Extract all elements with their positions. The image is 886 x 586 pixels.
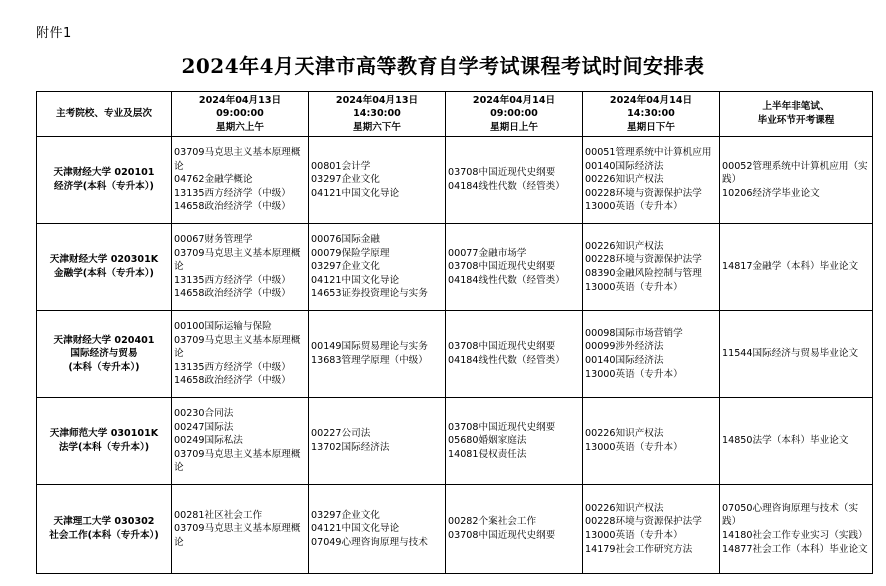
course-item: 13135西方经济学（中级） <box>174 361 291 373</box>
course-item: 14658政治经济学（中级） <box>174 201 291 213</box>
course-item: 00098国际市场营销学 <box>585 327 683 339</box>
institution-cell <box>37 398 172 485</box>
course-item: 07049心理咨询原理与技术 <box>311 536 428 548</box>
course-item: 10206经济学毕业论文 <box>722 187 820 199</box>
course-item: 00228环境与资源保护法学 <box>585 516 702 528</box>
course-cell <box>309 485 446 574</box>
institution-line: 法学(本科（专升本）) <box>58 442 150 453</box>
course-cell <box>720 485 873 574</box>
institution-line: 国际经济与贸易 <box>70 348 138 360</box>
page-title: 2024年4月天津市高等教育自学考试课程考试时间安排表 <box>181 54 705 78</box>
course-item: 04121中国文化导论 <box>311 523 400 535</box>
institution-line: 天津师范大学 030101K <box>49 428 159 440</box>
course-item: 03297企业文化 <box>311 509 380 521</box>
course-item: 00226知识产权法 <box>585 428 664 440</box>
course-item: 14180社会工作专业实习（实践） <box>722 530 868 541</box>
course-item: 00099涉外经济法 <box>585 341 664 353</box>
course-item: 00281社区社会工作 <box>174 509 263 521</box>
institution-line: 社会工作(本科（专升本）) <box>49 530 159 541</box>
course-item: 03297企业文化 <box>311 261 380 273</box>
course-item: 04184线性代数（经管类） <box>448 274 565 286</box>
course-cell <box>583 224 720 311</box>
header-sun-am: 2024年04月14日 09:00:00 星期日上午 <box>446 92 583 137</box>
institution-cell <box>37 311 172 398</box>
table-row <box>37 485 873 574</box>
course-item: 14081侵权责任法 <box>448 448 527 460</box>
course-item: 03708中国近现代史纲要 <box>448 167 556 179</box>
course-cell <box>309 224 446 311</box>
course-item: 00052管理系统中计算机应用（实践） <box>722 160 868 186</box>
course-cell <box>309 311 446 398</box>
course-item: 08390金融风险控制与管理 <box>585 268 702 279</box>
course-item: 14658政治经济学（中级） <box>174 288 291 300</box>
course-cell <box>446 398 583 485</box>
institution-line: 天津财经大学 020301K <box>49 254 159 266</box>
course-cell <box>446 311 583 398</box>
course-item: 00067财务管理学 <box>174 234 253 246</box>
course-item: 14850法学（本科）毕业论文 <box>722 435 849 447</box>
institution-line: 经济学(本科（专升本）) <box>54 181 154 192</box>
course-item: 00228环境与资源保护法学 <box>585 254 702 266</box>
course-item: 03709马克思主义基本原理概论 <box>174 448 301 474</box>
course-item: 13000英语（专升本） <box>585 442 683 453</box>
course-item: 13000英语（专升本） <box>585 530 683 541</box>
institution-cell <box>37 137 172 224</box>
course-item: 00051管理系统中计算机应用 <box>585 147 712 159</box>
course-cell <box>720 311 873 398</box>
exam-schedule-table <box>36 91 873 574</box>
table-row <box>37 137 873 224</box>
course-item: 03709马克思主义基本原理概论 <box>174 247 301 273</box>
table-header-row <box>37 92 873 137</box>
course-cell <box>172 398 309 485</box>
course-cell <box>583 137 720 224</box>
course-cell <box>446 224 583 311</box>
course-item: 04184线性代数（经管类） <box>448 181 565 192</box>
course-item: 00140国际经济法 <box>585 160 664 172</box>
course-item: 13000英语（专升本） <box>585 368 683 380</box>
course-cell <box>172 224 309 311</box>
course-item: 04762金融学概论 <box>174 174 253 186</box>
header-sat-am: 2024年04月13日 09:00:00 星期六上午 <box>172 92 309 137</box>
course-cell <box>309 398 446 485</box>
course-item: 13702国际经济法 <box>311 442 390 453</box>
course-cell <box>446 485 583 574</box>
course-item: 00247国际法 <box>174 421 234 433</box>
course-item: 00230合同法 <box>174 408 234 420</box>
course-item: 00100国际运输与保险 <box>174 321 272 333</box>
course-item: 14877社会工作（本科）毕业论文 <box>722 543 868 555</box>
institution-line: 天津理工大学 030302 <box>53 516 155 528</box>
institution-line: 金融学(本科（专升本）) <box>54 268 154 279</box>
course-item: 03708中国近现代史纲要 <box>448 261 556 273</box>
course-item: 00801会计学 <box>311 160 371 172</box>
course-item: 00149国际贸易理论与实务 <box>311 341 428 353</box>
course-item: 14653证券投资理论与实务 <box>311 288 428 300</box>
course-item: 00226知识产权法 <box>585 240 664 252</box>
table-row <box>37 311 873 398</box>
course-item: 00077金融市场学 <box>448 247 527 259</box>
institution-line: 天津财经大学 020101 <box>53 167 155 179</box>
header-sat-pm: 2024年04月13日 14:30:00 星期六下午 <box>309 92 446 137</box>
course-item: 03297企业文化 <box>311 174 380 186</box>
course-item: 04121中国文化导论 <box>311 187 400 199</box>
header-sun-pm: 2024年04月14日 14:30:00 星期日下午 <box>583 92 720 137</box>
course-cell <box>720 398 873 485</box>
course-item: 03709马克思主义基本原理概论 <box>174 523 301 548</box>
institution-cell <box>37 485 172 574</box>
course-item: 04184线性代数（经管类） <box>448 355 565 366</box>
course-cell <box>172 137 309 224</box>
course-item: 13683管理学原理（中级） <box>311 355 428 366</box>
course-item: 00226知识产权法 <box>585 174 664 186</box>
institution-cell <box>37 224 172 311</box>
course-item: 11544国际经济与贸易毕业论文 <box>722 348 859 360</box>
course-item: 07050心理咨询原理与技术（实践） <box>722 502 859 528</box>
course-item: 13000英语（专升本） <box>585 281 683 293</box>
course-item: 03709马克思主义基本原理概论 <box>174 334 301 360</box>
course-item: 14658政治经济学（中级） <box>174 375 291 387</box>
course-item: 00140国际经济法 <box>585 355 664 366</box>
course-item: 05680婚姻家庭法 <box>448 435 527 447</box>
course-item: 04121中国文化导论 <box>311 274 400 286</box>
course-item: 03708中国近现代史纲要 <box>448 341 556 353</box>
course-cell <box>172 485 309 574</box>
course-cell <box>172 311 309 398</box>
attachment-label: 附件1 <box>36 26 72 41</box>
course-cell <box>583 398 720 485</box>
institution-line: 天津财经大学 020401 <box>53 334 155 346</box>
course-item: 03709马克思主义基本原理概论 <box>174 147 301 172</box>
header-non-written: 上半年非笔试、 毕业环节开考课程 <box>720 92 873 137</box>
course-item: 14179社会工作研究方法 <box>585 543 693 555</box>
course-item: 00282个案社会工作 <box>448 516 537 528</box>
table-row <box>37 224 873 311</box>
course-cell <box>309 137 446 224</box>
course-cell <box>583 485 720 574</box>
course-cell <box>446 137 583 224</box>
header-institution: 主考院校、专业及层次 <box>37 92 172 137</box>
course-item: 00227公司法 <box>311 428 371 440</box>
course-item: 03708中国近现代史纲要 <box>448 421 556 433</box>
course-cell <box>583 311 720 398</box>
course-item: 14817金融学（本科）毕业论文 <box>722 261 859 273</box>
table-row <box>37 398 873 485</box>
course-item: 03708中国近现代史纲要 <box>448 530 556 541</box>
course-item: 00076国际金融 <box>311 234 380 246</box>
course-item: 00228环境与资源保护法学 <box>585 187 702 199</box>
institution-line: (本科（专升本）) <box>68 361 140 373</box>
course-item: 13135西方经济学（中级） <box>174 274 291 286</box>
course-item: 13000英语（专升本） <box>585 201 683 213</box>
course-cell <box>720 224 873 311</box>
course-cell <box>720 137 873 224</box>
course-item: 00249国际私法 <box>174 435 243 447</box>
course-item: 00226知识产权法 <box>585 502 664 514</box>
course-item: 13135西方经济学（中级） <box>174 187 291 199</box>
course-item: 00079保险学原理 <box>311 247 390 259</box>
